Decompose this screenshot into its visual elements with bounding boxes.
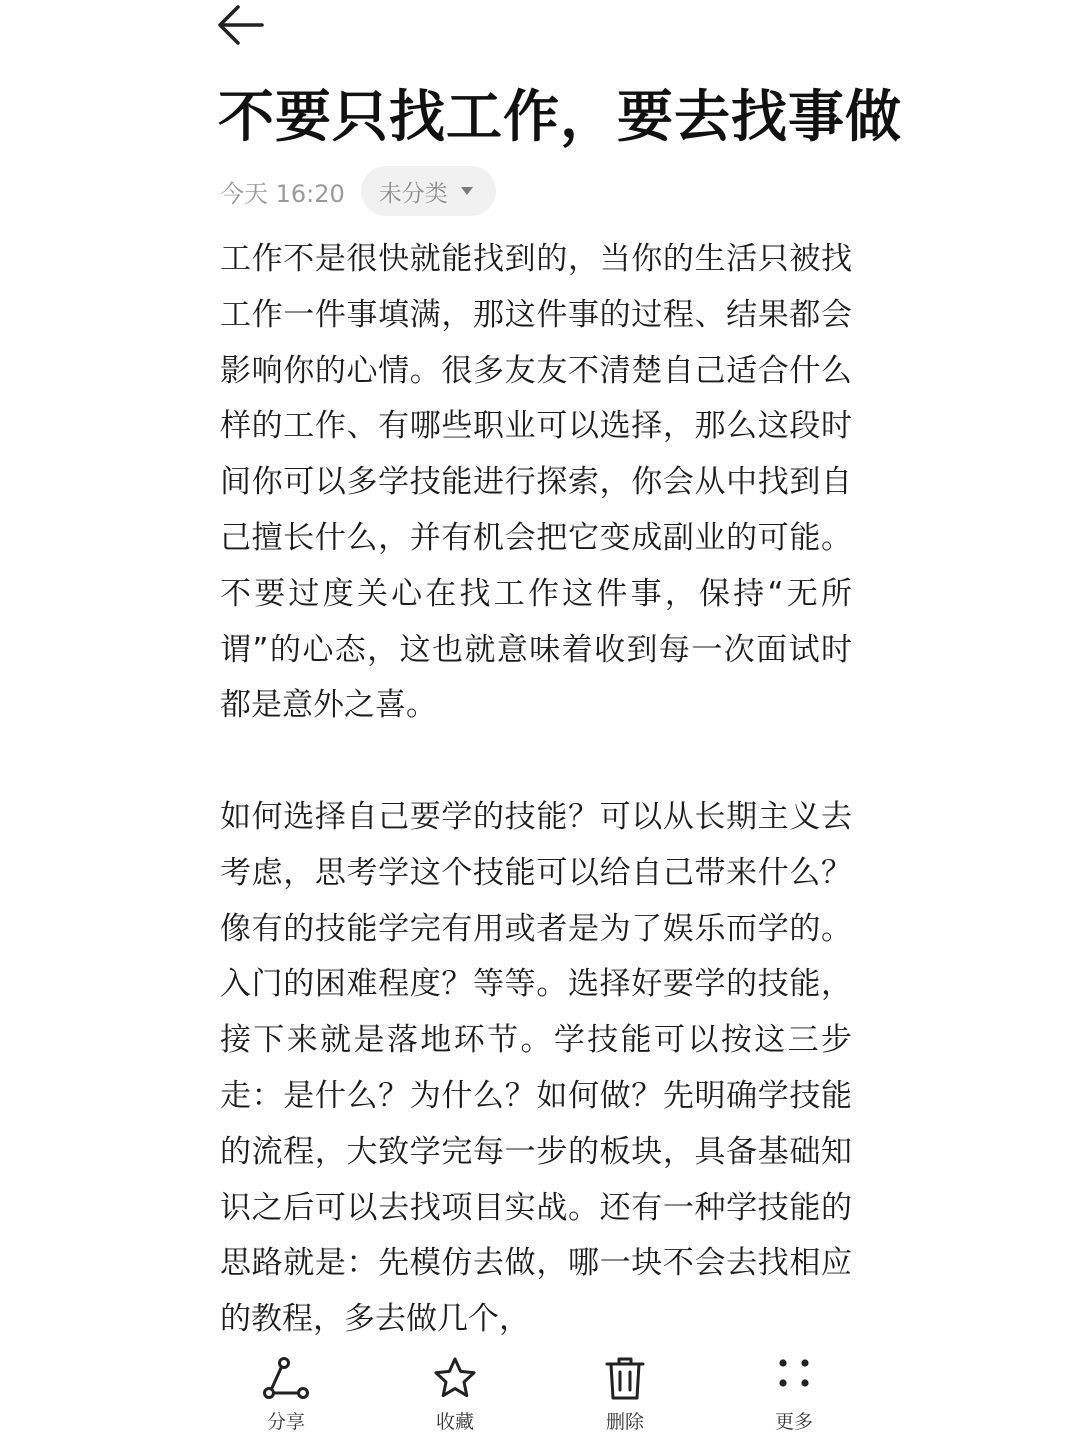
share-label: 分享 bbox=[266, 1411, 305, 1433]
favorite-button[interactable] bbox=[395, 1355, 515, 1435]
share-icon bbox=[260, 1355, 312, 1403]
note-paragraph-2: 如何选择自己要学的技能？可以从长期主义去考虑，思考学这个技能可以给自己带来什么？像有的技能学完有用或者是为了娱乐而学的。入门的困难程度？等等。选择好要学的技能，接下来就是落地环节。学技能可以按这三步走：是什么？为什么？如何做？先明确学技能的流程，大致学完每一步的板块，具备基础知识之后可以去找项目实战。还有一种学技能的思路就是：先模仿去做，哪一块不会去找相应的教程，多去做几个， bbox=[220, 798, 852, 1338]
note-meta bbox=[220, 166, 496, 216]
more-label: 更多 bbox=[774, 1411, 813, 1433]
delete-label: 删除 bbox=[605, 1411, 644, 1433]
trash-icon bbox=[599, 1355, 651, 1403]
category-dropdown[interactable] bbox=[361, 166, 496, 216]
caret-down-icon bbox=[460, 186, 474, 196]
back-button[interactable] bbox=[214, 2, 270, 48]
share-button[interactable] bbox=[226, 1355, 346, 1435]
favorite-label: 收藏 bbox=[435, 1411, 474, 1433]
more-button[interactable] bbox=[734, 1355, 854, 1435]
more-dots-icon bbox=[768, 1355, 820, 1403]
note-paragraph-1: 工作不是很快就能找到的，当你的生活只被找工作一件事填满，那这件事的过程、结果都会影响你的心情。很多友友不清楚自己适合什么样的工作、有哪些职业可以选择，那么这段时间你可以多学技能进行探索，你会从中找到自己擅长什么，并有机会把它变成副业的可能。不要过度关心在找工作这件事，保持“无所谓”的心态，这也就意味着收到每一次面试时都是意外之喜。 bbox=[220, 241, 852, 724]
note-title: 不要只找工作，要去找事做 bbox=[218, 85, 902, 150]
bottom-toolbar bbox=[0, 1345, 1080, 1440]
delete-button[interactable] bbox=[565, 1355, 685, 1435]
arrow-left-icon bbox=[214, 2, 270, 48]
note-timestamp: 今天 16:20 bbox=[220, 179, 345, 208]
star-icon bbox=[429, 1355, 481, 1403]
note-body[interactable] bbox=[220, 232, 852, 1342]
category-label: 未分类 bbox=[378, 180, 448, 207]
